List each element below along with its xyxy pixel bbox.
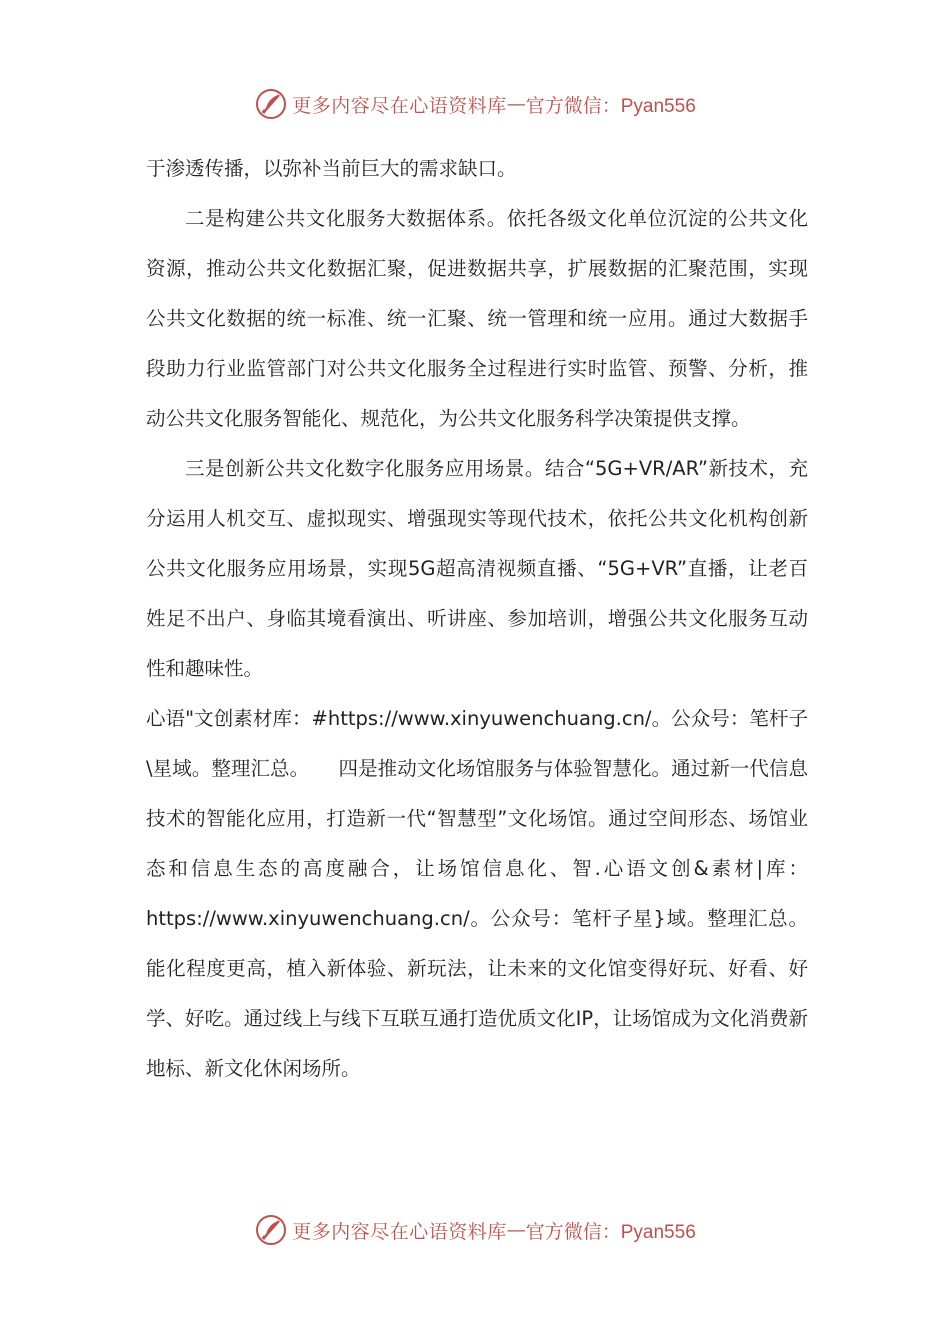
paragraph-2: 二是构建公共文化服务大数据体系。依托各级文化单位沉淀的公共文化资源，推动公共文化数据汇聚，促进数据共享，扩展数据的汇聚范围，实现公共文化数据的统一标准、统一汇聚、统一管理和统一应用。通过大数据手段助力行业监管部门对公共文化服务全过程进行实时监管、预警、分析，推动公共文化服务智能化、规范化，为公共文化服务科学决策提供支撑。: [146, 207, 808, 430]
header-wechat: 官方微信：Pyan556: [525, 95, 696, 117]
footer-brand: 更多内容尽在心语资料库: [292, 1220, 507, 1243]
quill-logo-icon: [254, 1213, 288, 1247]
paragraph-1: 于渗透传播，以弥补当前巨大的需求缺口。: [146, 157, 517, 180]
quill-logo-icon: [254, 87, 288, 121]
footer-wechat: 官方微信：Pyan556: [525, 1221, 696, 1243]
page-header: [0, 84, 950, 124]
header-dash: —: [506, 93, 526, 115]
document-body: [146, 144, 808, 1094]
footer-dash: —: [506, 1219, 526, 1241]
paragraph-4: 心语"文创素材库：#https://www.xinyuwenchuang.cn/。公众号：笔杆子\星域。整理汇总。 四是推动文化场馆服务与体验智慧化。通过新一代信息技术的智能化应用，打造新一代“智慧型”文化场馆。通过空间形态、场馆业态和信息生态的高度融合，让场馆信息化、智.心语文创&素材|库：https://www.xinyuwenchuang.cn/。公众号：笔杆子星}域。整理汇总。能化程度更高，植入新体验、新玩法，让未来的文化馆变得好玩、好看、好学、好吃。通过线上与线下互联互通打造优质文化IP，让场馆成为文化消费新地标、新文化休闲场所。: [146, 707, 808, 1080]
paragraph-3: 三是创新公共文化数字化服务应用场景。结合“5G+VR/AR”新技术，充分运用人机交互、虚拟现实、增强现实等现代技术，依托公共文化机构创新公共文化服务应用场景，实现5G超高清视频直播、“5G+VR”直播，让老百姓足不出户、身临其境看演出、听讲座、参加培训，增强公共文化服务互动性和趣味性。: [146, 457, 808, 680]
page-footer: [0, 1210, 950, 1250]
header-brand: 更多内容尽在心语资料库: [292, 94, 507, 117]
